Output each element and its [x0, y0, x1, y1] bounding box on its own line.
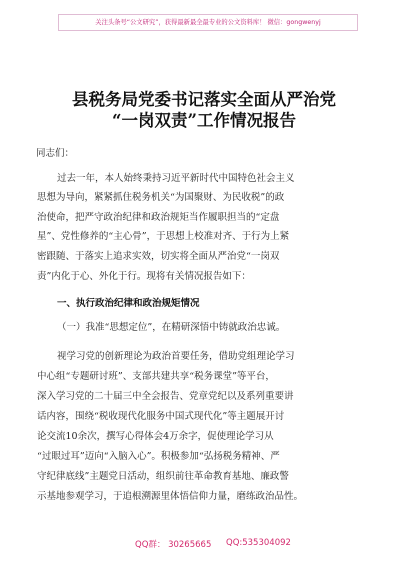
- paragraph-1-line: 星”、党性修养的“主心骨”，于思想上校准对齐、于行为上紧: [37, 231, 290, 242]
- paragraph-1-line: 思想为导向，紧紧抓住税务机关“为国聚财、为民收税”的政: [37, 192, 285, 203]
- promo-banner: 关注头条号“公文研究”，获得最新最全最专业的公文资料库！ 微信：gongwenyj: [58, 14, 358, 31]
- contact-footer: [0, 538, 408, 552]
- qq-number: QQ:535304092: [226, 538, 291, 548]
- section-heading: 一、执行政治纪律和政治规矩情况: [57, 298, 200, 309]
- paragraph-2-line: 守纪律底线”主题党日活动，组织前往革命教育基地、廉政警: [37, 471, 289, 482]
- title-line-1: 县税务局党委书记落实全面从严治党: [72, 90, 336, 109]
- paragraph-1-line: 治使命，把严守政治纪律和政治规矩当作履职担当的“定盘: [37, 212, 280, 223]
- paragraph-2-line: 视学习党的创新理论为政治首要任务，借助党组理论学习: [57, 351, 295, 362]
- subsection-heading: （一）我准“思想定位”，在精研深悟中铸就政治忠诚。: [57, 322, 286, 333]
- qq-group-number: QQ群： 30265665: [135, 540, 212, 550]
- title-line-2: “一岗双责”工作情况报告: [112, 111, 296, 130]
- paragraph-2-line: 论交流10余次，撰写心得体会4万余字，促使理论学习从: [37, 431, 274, 442]
- paragraph-1-line: 密跟随、于落实上追求实效，切实将全面从严治党“一岗双: [37, 251, 280, 262]
- paragraph-2-line: “过眼过耳”迈向“入脑入心”。积极参加“弘扬税务精神、严: [37, 451, 280, 462]
- salutation: 同志们：: [36, 148, 75, 159]
- paragraph-2-line: 深入学习党的二十届三中全会报告、党章党纪以及系列重要讲: [37, 391, 294, 402]
- paragraph-1-line: 责”内化于心、外化于行。现将有关情况报告如下：: [37, 271, 251, 282]
- paragraph-1-line: 过去一年，本人始终秉持习近平新时代中国特色社会主义: [57, 173, 295, 184]
- paragraph-2-line: 中心组“专题研讨班”、支部共建共享“税务课堂”等平台，: [37, 371, 275, 382]
- paragraph-2-line: 话内容，围绕“税收现代化服务中国式现代化”等主题展开讨: [37, 411, 285, 422]
- paragraph-2-line: 示基地参观学习，于追根溯源里体悟信仰力量，磨练政治品性。: [37, 491, 304, 502]
